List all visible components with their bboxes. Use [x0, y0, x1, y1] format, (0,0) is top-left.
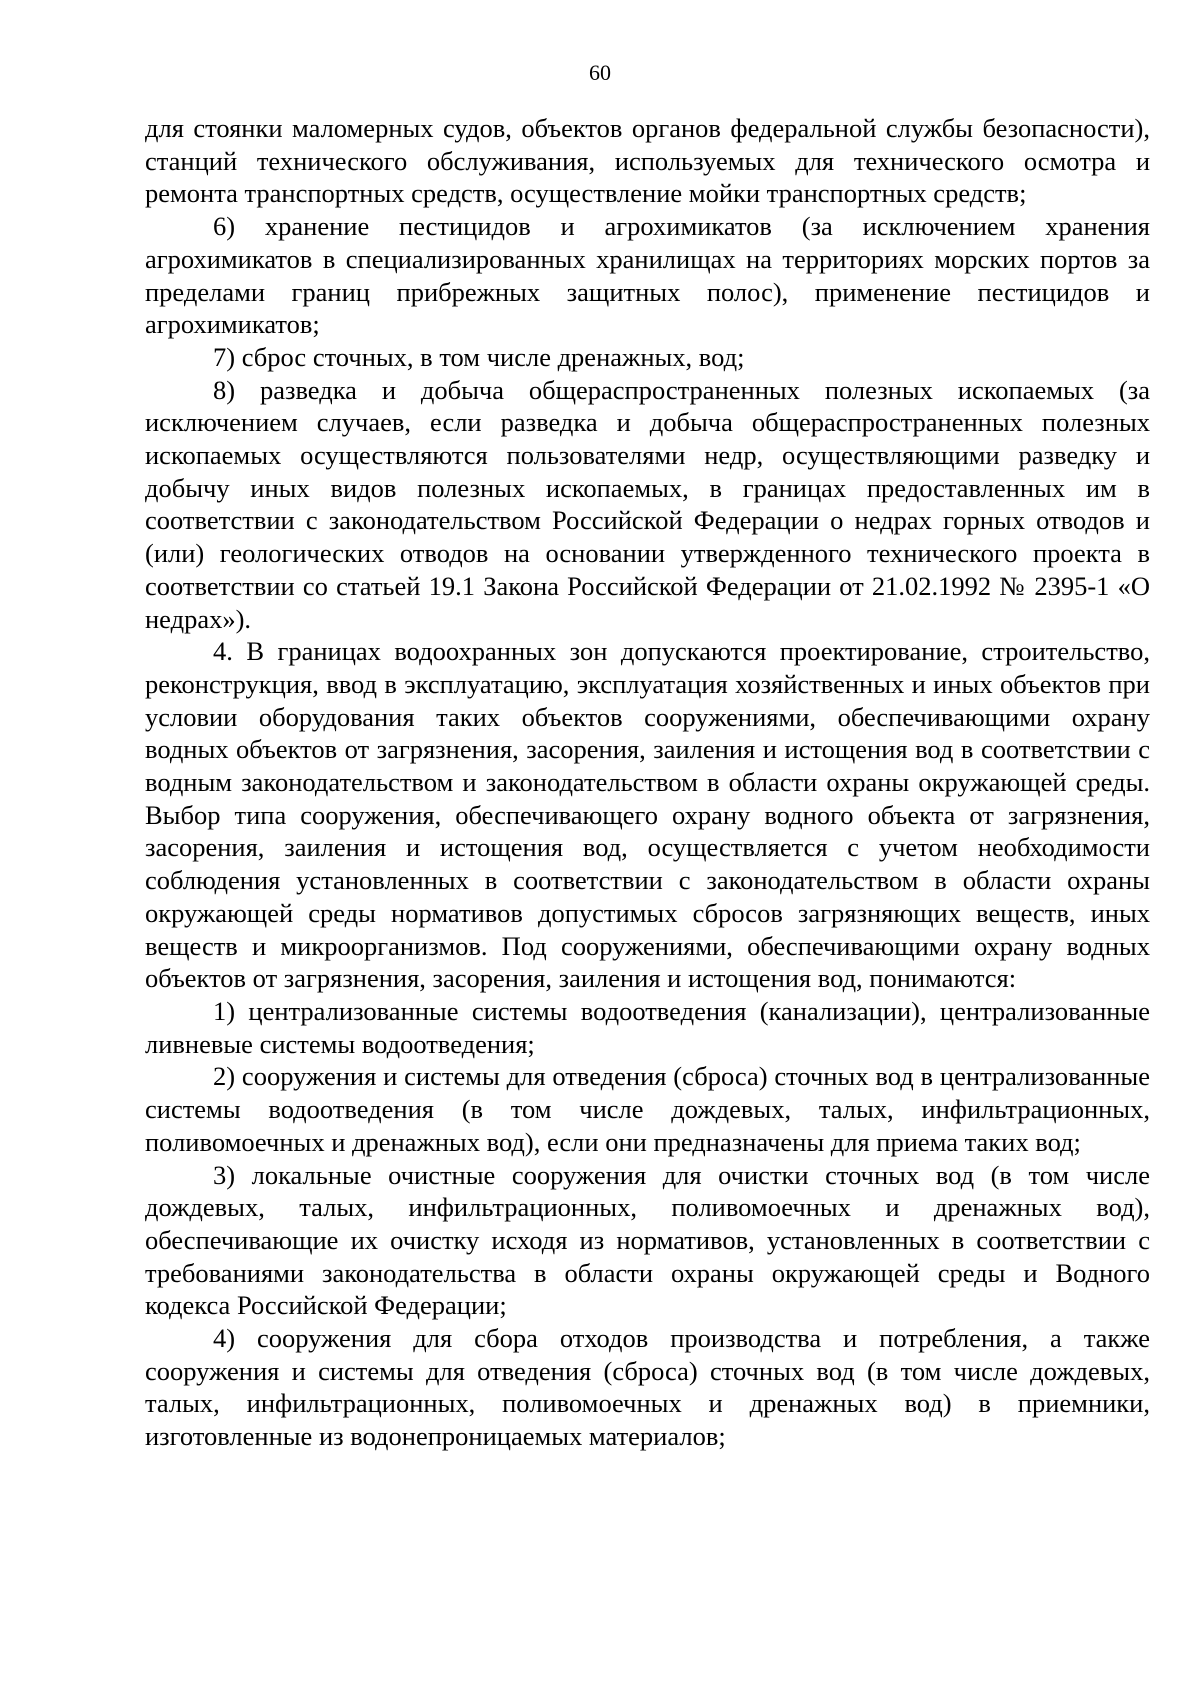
paragraph-item-6: 6) хранение пестицидов и агрохимикатов (за исключением хранения агрохимикатов в специализированных хранилищах на территориях морских портов за пределами границ прибрежных защитных полос), применение пестицидов и агрохимикатов;	[145, 211, 1150, 340]
paragraph-subitem-1: 1) централизованные системы водоотведения (канализации), централизованные ливневые системы водоотведения;	[145, 995, 1150, 1059]
page-number: 60	[589, 60, 611, 85]
paragraph-item-7: 7) сброс сточных, в том числе дренажных, вод;	[213, 341, 745, 372]
paragraph-subitem-2: 2) сооружения и системы для отведения (сброса) сточных вод в централизованные системы водоотведения (в том числе дождевых, талых, инфильтрационных, поливомоечных и дренажных вод), если они предназначены для приема таких вод;	[145, 1061, 1150, 1157]
paragraph-item-8: 8) разведка и добыча общераспространенных полезных ископаемых (за исключением случаев, если разведка и добыча общераспространенных полезных ископаемых осуществляются пользователями недр, осуществляющими разведку и добычу иных видов полезных ископаемых, в границах предоставленных им в соответствии с законодательством Российской Федерации о недрах горных отводов и (или) геологических отводов на основании утвержденного технического проекта в соответствии со статьей 19.1 Закона Российской Федерации от 21.02.1992 № 2395-1 «О недрах»).	[145, 374, 1150, 634]
document-body	[145, 112, 1150, 1453]
paragraph-continuation: для стоянки маломерных судов, объектов органов федеральной службы безопасности), станций технического обслуживания, используемых для технического осмотра и ремонта транспортных средств, осуществление мойки транспортных средств;	[145, 113, 1150, 209]
paragraph-subitem-4: 4) сооружения для сбора отходов производства и потребления, а также сооружения и системы для отведения (сброса) сточных вод (в том числе дождевых, талых, инфильтрационных, поливомоечных и дренажных вод) в приемники, изготовленные из водонепроницаемых материалов;	[145, 1323, 1150, 1452]
paragraph-subitem-3: 3) локальные очистные сооружения для очистки сточных вод (в том числе дождевых, талых, инфильтрационных, поливомоечных и дренажных вод), обеспечивающие их очистку исходя из нормативов, установленных в соответствии с требованиями законодательства в области охраны окружающей среды и Водного кодекса Российской Федерации;	[145, 1159, 1150, 1321]
paragraph-section-4: 4. В границах водоохранных зон допускаются проектирование, строительство, реконструкция, ввод в эксплуатацию, эксплуатация хозяйственных и иных объектов при условии оборудования таких объектов сооружениями, обеспечивающими охрану водных объектов от загрязнения, засорения, заиления и истощения вод в соответствии с водным законодательством и законодательством в области охраны окружающей среды. Выбор типа сооружения, обеспечивающего охрану водного объекта от загрязнения, засорения, заиления и истощения вод, осуществляется с учетом необходимости соблюдения установленных в соответствии с законодательством в области охраны окружающей среды нормативов допустимых сбросов загрязняющих веществ, иных веществ и микроорганизмов. Под сооружениями, обеспечивающими охрану водных объектов от загрязнения, засорения, заиления и истощения вод, понимаются:	[145, 636, 1150, 994]
